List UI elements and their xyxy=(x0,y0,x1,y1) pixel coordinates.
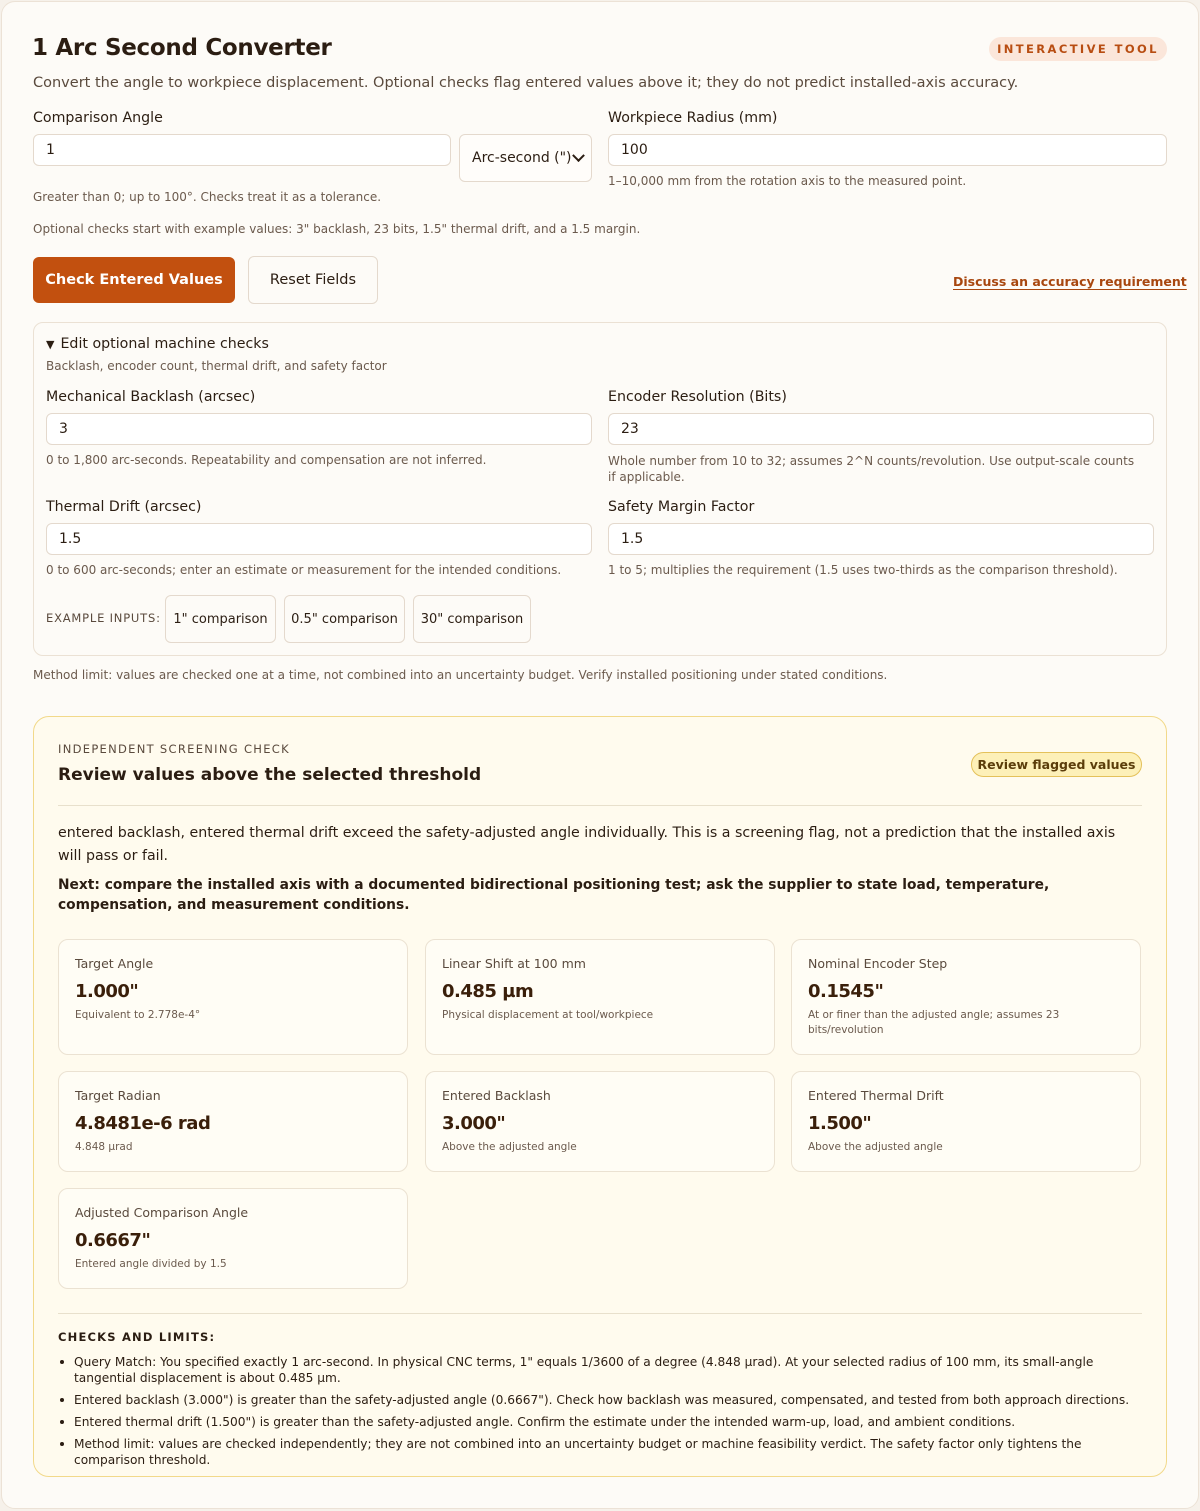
metric-linear-shift xyxy=(425,939,775,1055)
list-item: Method limit: values are checked independently; they are not combined into an uncertainty budget or machine feasibility verdict. The safety factor only tightens the comparison threshold. xyxy=(58,1436,1146,1468)
workpiece-radius-label: Workpiece Radius (mm) xyxy=(608,110,778,126)
limits-list xyxy=(58,1354,1146,1474)
metric-value: 0.485 µm xyxy=(442,981,534,1002)
metric-note: Above the adjusted angle xyxy=(442,1141,577,1153)
metric-label: Entered Backlash xyxy=(442,1088,551,1103)
comparison-angle-label: Comparison Angle xyxy=(33,110,163,126)
example-1-arcsec-button[interactable]: 1" comparison xyxy=(165,595,276,643)
review-flag-badge: Review flagged values xyxy=(971,752,1142,777)
encoder-label: Encoder Resolution (Bits) xyxy=(608,389,787,405)
metric-value: 3.000" xyxy=(442,1113,506,1134)
machine-checks-subtitle: Backlash, encoder count, thermal drift, and safety factor xyxy=(46,359,387,373)
workpiece-radius-hint: 1–10,000 mm from the rotation axis to the measured point. xyxy=(608,174,967,188)
metric-encoder-step xyxy=(791,939,1141,1055)
comparison-angle-hint: Greater than 0; up to 100°. Checks treat it as a tolerance. xyxy=(33,190,382,204)
result-next-step: Next: compare the installed axis with a documented bidirectional positioning test; ask the supplier to state load, temperature, compensation, and measurement conditions. xyxy=(58,877,1050,913)
machine-checks-summary: Edit optional machine checks xyxy=(60,336,269,352)
metric-note: Entered angle divided by 1.5 xyxy=(75,1258,227,1270)
thermal-drift-input[interactable]: 1.5 xyxy=(46,523,592,555)
machine-checks-toggle[interactable] xyxy=(46,336,269,352)
comparison-angle-input[interactable]: 1 xyxy=(33,134,451,166)
metric-thermal-drift xyxy=(791,1071,1141,1172)
metric-note: 4.848 µrad xyxy=(75,1141,133,1153)
encoder-hint: Whole number from 10 to 32; assumes 2^N counts/revolution. Use output-scale counts if applicable. xyxy=(608,454,1135,484)
chevron-down-icon xyxy=(572,149,585,162)
metric-target-angle xyxy=(58,939,408,1055)
result-heading: Review values above the selected threshold xyxy=(58,765,482,785)
result-eyebrow: INDEPENDENT SCREENING CHECK xyxy=(58,742,290,756)
metric-label: Nominal Encoder Step xyxy=(808,956,948,971)
page-title: 1 Arc Second Converter xyxy=(32,35,332,61)
metric-entered-backlash xyxy=(425,1071,775,1172)
metric-adjusted-angle xyxy=(58,1188,408,1289)
metric-value: 1.500" xyxy=(808,1113,872,1134)
page-subtitle: Convert the angle to workpiece displacement. Optional checks flag entered values above it; they do not predict installed-axis accuracy. xyxy=(33,75,1019,91)
safety-margin-label: Safety Margin Factor xyxy=(608,499,755,515)
list-item: Entered backlash (3.000") is greater than the safety-adjusted angle (0.6667"). Check how backlash was measured, compensated, and tested from both approach directions. xyxy=(58,1392,1146,1408)
metric-value: 0.6667" xyxy=(75,1230,151,1251)
workpiece-radius-input[interactable]: 100 xyxy=(608,134,1167,166)
reset-fields-button[interactable]: Reset Fields xyxy=(248,256,378,304)
example-05-arcsec-button[interactable]: 0.5" comparison xyxy=(284,595,405,643)
metric-label: Target Angle xyxy=(75,956,154,971)
metric-label: Entered Thermal Drift xyxy=(808,1088,944,1103)
backlash-input[interactable]: 3 xyxy=(46,413,592,445)
metric-value: 0.1545" xyxy=(808,981,884,1002)
metric-label: Target Radian xyxy=(75,1088,161,1103)
metric-value: 4.8481e-6 rad xyxy=(75,1113,211,1134)
backlash-hint: 0 to 1,800 arc-seconds. Repeatability and compensation are not inferred. xyxy=(46,453,487,467)
interactive-tool-badge: INTERACTIVE TOOL xyxy=(989,37,1167,61)
metric-value: 1.000" xyxy=(75,981,139,1002)
thermal-drift-hint: 0 to 600 arc-seconds; enter an estimate or measurement for the intended conditions. xyxy=(46,563,562,577)
result-divider xyxy=(58,805,1142,806)
discuss-requirement-link[interactable]: Discuss an accuracy requirement xyxy=(953,274,1187,289)
example-30-arcsec-button[interactable]: 30" comparison xyxy=(413,595,531,643)
example-values-note: Optional checks start with example values: 3" backlash, 23 bits, 1.5" thermal drift, and a 1.5 margin. xyxy=(33,222,641,236)
backlash-label: Mechanical Backlash (arcsec) xyxy=(46,389,256,405)
angle-unit-value: Arc-second (") xyxy=(472,150,572,166)
encoder-input[interactable]: 23 xyxy=(608,413,1154,445)
metric-note: Above the adjusted angle xyxy=(808,1141,943,1153)
metric-note: Equivalent to 2.778e-4° xyxy=(75,1009,201,1021)
metric-note: At or finer than the adjusted angle; assumes 23 bits/revolution xyxy=(808,1009,1060,1036)
list-item: Entered thermal drift (1.500") is greater than the safety-adjusted angle. Confirm the estimate under the intended warm-up, load, and ambient conditions. xyxy=(58,1414,1146,1430)
thermal-drift-label: Thermal Drift (arcsec) xyxy=(46,499,202,515)
angle-unit-select[interactable] xyxy=(459,134,592,182)
metric-label: Adjusted Comparison Angle xyxy=(75,1205,249,1220)
check-values-button[interactable]: Check Entered Values xyxy=(33,257,235,303)
metric-label: Linear Shift at 100 mm xyxy=(442,956,586,971)
metric-note: Physical displacement at tool/workpiece xyxy=(442,1009,654,1021)
method-limit-note: Method limit: values are checked one at a time, not combined into an uncertainty budget. Verify installed positioning under stated conditions. xyxy=(33,668,888,682)
list-item: Query Match: You specified exactly 1 arc-second. In physical CNC terms, 1" equals 1/3600 of a degree (4.848 µrad). At your selected radius of 100 mm, its small-angle tangential displacement is about 0.485 µm. xyxy=(58,1354,1146,1386)
triangle-down-icon: ▼ xyxy=(46,337,55,351)
example-inputs-label: EXAMPLE INPUTS: xyxy=(46,611,161,625)
result-summary: entered backlash, entered thermal drift exceed the safety-adjusted angle individually. This is a screening flag, not a prediction that the installed axis will pass or fail. xyxy=(58,825,1116,864)
metric-target-radian xyxy=(58,1071,408,1172)
limits-divider xyxy=(58,1313,1142,1314)
safety-margin-input[interactable]: 1.5 xyxy=(608,523,1154,555)
safety-margin-hint: 1 to 5; multiplies the requirement (1.5 uses two-thirds as the comparison threshold). xyxy=(608,563,1118,577)
limits-title: CHECKS AND LIMITS: xyxy=(58,1330,216,1344)
